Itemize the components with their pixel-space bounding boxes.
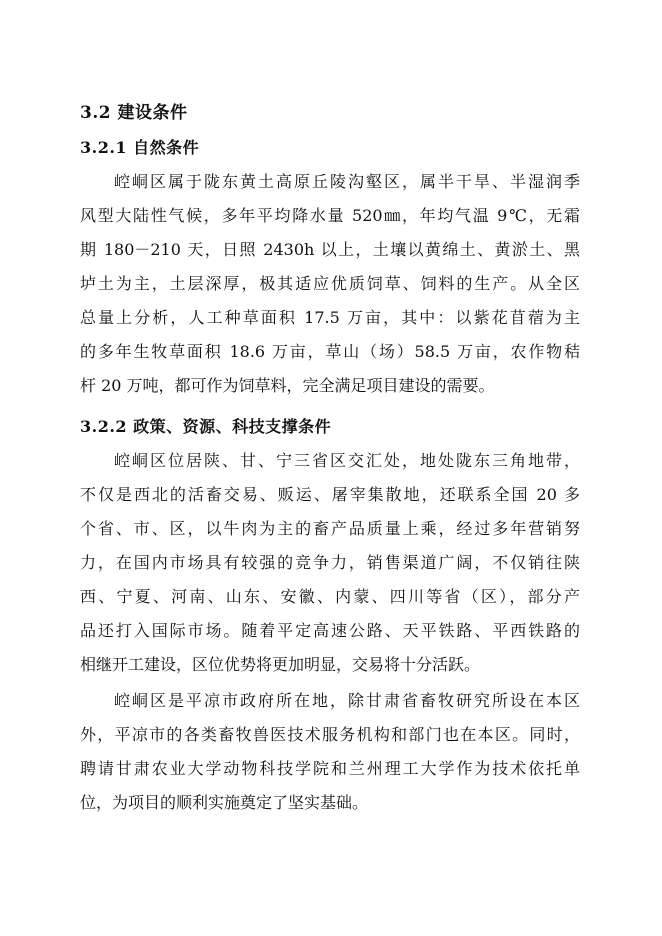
section-heading-3-2: 3.2 建设条件 [80,103,188,123]
text-line: 杆 20 万吨，都可作为饲草料，完全满足项目建设的需要。 [80,376,495,395]
text-line: 不仅是西北的活畜交易、贩运、屠宰集散地，还联系全国 20 多 [80,485,580,504]
text-line: 相继开工建设，区位优势将更加明显，交易将十分活跃。 [80,655,481,674]
subsection-heading-3-2-2: 3.2.2 政策、资源、科技支撑条件 [80,417,332,436]
text-line: 外，平凉市的各类畜牧兽医技术服务机构和部门也在本区。同时， [80,725,580,744]
text-line: 个省、市、区，以牛肉为主的畜产品质量上乘，经过多年营销努 [80,519,580,538]
text-line: 西、宁夏、河南、山东、安徽、内蒙、四川等省（区），部分产 [80,587,580,606]
text-line: 崆峒区位居陕、甘、宁三省区交汇处，地处陇东三角地带， [114,451,580,470]
text-line: 位，为项目的顺利实施奠定了坚实基础。 [80,793,369,812]
text-line: 崆峒区是平凉市政府所在地，除甘肃省畜牧研究所设在本区 [114,691,580,710]
text-line: 品还打入国际市场。随着平定高速公路、天平铁路、平西铁路的 [80,621,580,640]
text-line: 垆土为主，土层深厚，极其适应优质饲草、饲料的生产。从全区 [80,274,580,293]
subsection-heading-3-2-1: 3.2.1 自然条件 [80,138,200,157]
text-line: 崆峒区属于陇东黄土高原丘陵沟壑区，属半干旱、半湿润季 [114,172,580,191]
text-line: 聘请甘肃农业大学动物科技学院和兰州理工大学作为技术依托单 [80,759,580,778]
text-line: 风型大陆性气候，多年平均降水量 520㎜，年均气温 9℃，无霜 [80,206,580,225]
text-line: 力，在国内市场具有较强的竞争力，销售渠道广阔，不仅销往陕 [80,553,580,572]
text-line: 的多年生牧草面积 18.6 万亩，草山（场）58.5 万亩，农作物秸 [80,342,580,361]
text-line: 总量上分析，人工种草面积 17.5 万亩，其中：以紫花苜蓿为主 [80,308,580,327]
text-line: 期 180－210 天，日照 2430h 以上，土壤以黄绵土、黄淤土、黑 [80,240,580,259]
